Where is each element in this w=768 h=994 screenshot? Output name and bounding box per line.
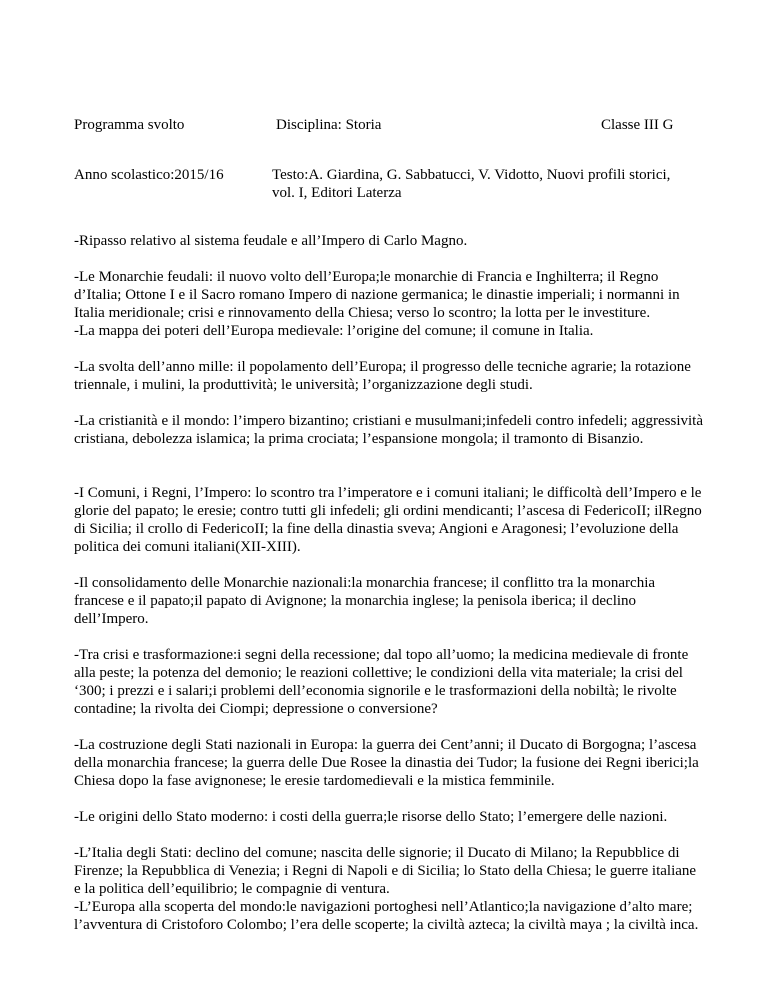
paragraph-europa-scoperta: -L’Europa alla scoperta del mondo:le navigazioni portoghesi nell’Atlantico;la navigazione d’alto mare; l’avventura di Cristoforo Colombo; l’era delle scoperte; la civiltà azteca; la civiltà maya ; la civiltà inca.: [74, 899, 699, 933]
programma-label: Programma svolto: [74, 117, 185, 133]
paragraph-mappa-poteri: -La mappa dei poteri dell’Europa medievale: l’origine del comune; il comune in Italia.: [74, 323, 594, 339]
paragraph-monarchie-feudali: -Le Monarchie feudali: il nuovo volto dell’Europa;le monarchie di Francia e Inghilterra; il Regno d’Italia; Ottone I e il Sacro romano Impero di nazione germanica; le dinastie imperiali; i normanni in Italia meridionale; crisi e rinnovamento della Chiesa; verso lo scontro; la lotta per le investiture.: [74, 269, 680, 321]
paragraph-italia-stati: -L’Italia degli Stati: declino del comune; nascita delle signorie; il Ducato di Milano; la Repubblice di Firenze; la Repubblica di Venezia; i Regni di Napoli e di Sicilia; lo Stato della Chiesa; le guerre italiane e la politica dell’equilibrio; le compagnie di ventura.: [74, 845, 697, 897]
disciplina-label: Disciplina: Storia: [276, 117, 382, 133]
paragraph-stati-nazionali: -La costruzione degli Stati nazionali in Europa: la guerra dei Cent’anni; il Ducato di Borgogna; l’ascesa della monarchia francese; la guerra delle Due Rosee la dinastia dei Tudor; la fusione dei Regni iberici;la Chiesa dopo la fase avignonese; le eresie tardomedievali e la mistica femminile.: [74, 737, 699, 789]
paragraph-crisi-trasformazione: -Tra crisi e trasformazione:i segni della recessione; dal topo all’uomo; la medicina medievale di fronte alla peste; la potenza del demonio; le reazioni collettive; le condizioni della vita materiale; la crisi del ‘300; i prezzi e i salari;i problemi dell’economia signorile e le trasformazioni della nobiltà; le rivolte contadine; la rivolta dei Ciompi; depressione o conversione?: [74, 647, 689, 717]
paragraph-svolta-anno-mille: -La svolta dell’anno mille: il popolamento dell’Europa; il progresso delle tecniche agrarie; la rotazione triennale, i mulini, la produttività; le università; l’organizzazione degli studi.: [74, 359, 691, 393]
paragraph-stato-moderno: -Le origini dello Stato moderno: i costi della guerra;le risorse dello Stato; l’emergere delle nazioni.: [74, 809, 668, 825]
paragraph-ripasso: -Ripasso relativo al sistema feudale e all’Impero di Carlo Magno.: [74, 233, 468, 249]
paragraph-cristianita: -La cristianità e il mondo: l’impero bizantino; cristiani e musulmani;infedeli contro infedeli; aggressività cristiana, debolezza islamica; la prima crociata; l’espansione mongola; il tramonto di Bisanzio.: [74, 413, 703, 447]
testo-line-2: vol. I, Editori Laterza: [272, 185, 402, 201]
anno-scolastico-label: Anno scolastico:2015/16: [74, 167, 224, 183]
paragraph-comuni-regni-impero: -I Comuni, i Regni, l’Impero: lo scontro tra l’imperatore e i comuni italiani; le difficoltà dell’Impero e le glorie del papato; le eresie; contro tutti gli infedeli; gli ordini mendicanti; l’ascesa di FedericoII; ilRegno di Sicilia; il crollo di FedericoII; la fine della dinastia sveva; Angioni e Aragonesi; l’evoluzione della politica dei comuni italiani(XII-XIII).: [74, 485, 702, 555]
testo-line-1: Testo:A. Giardina, G. Sabbatucci, V. Vidotto, Nuovi profili storici,: [272, 167, 671, 183]
classe-label: Classe III G: [601, 117, 674, 133]
paragraph-consolidamento-monarchie: -Il consolidamento delle Monarchie nazionali:la monarchia francese; il conflitto tra la monarchia francese e il papato;il papato di Avignone; la monarchia inglese; la penisola iberica; il declino dell’Impero.: [74, 575, 656, 627]
